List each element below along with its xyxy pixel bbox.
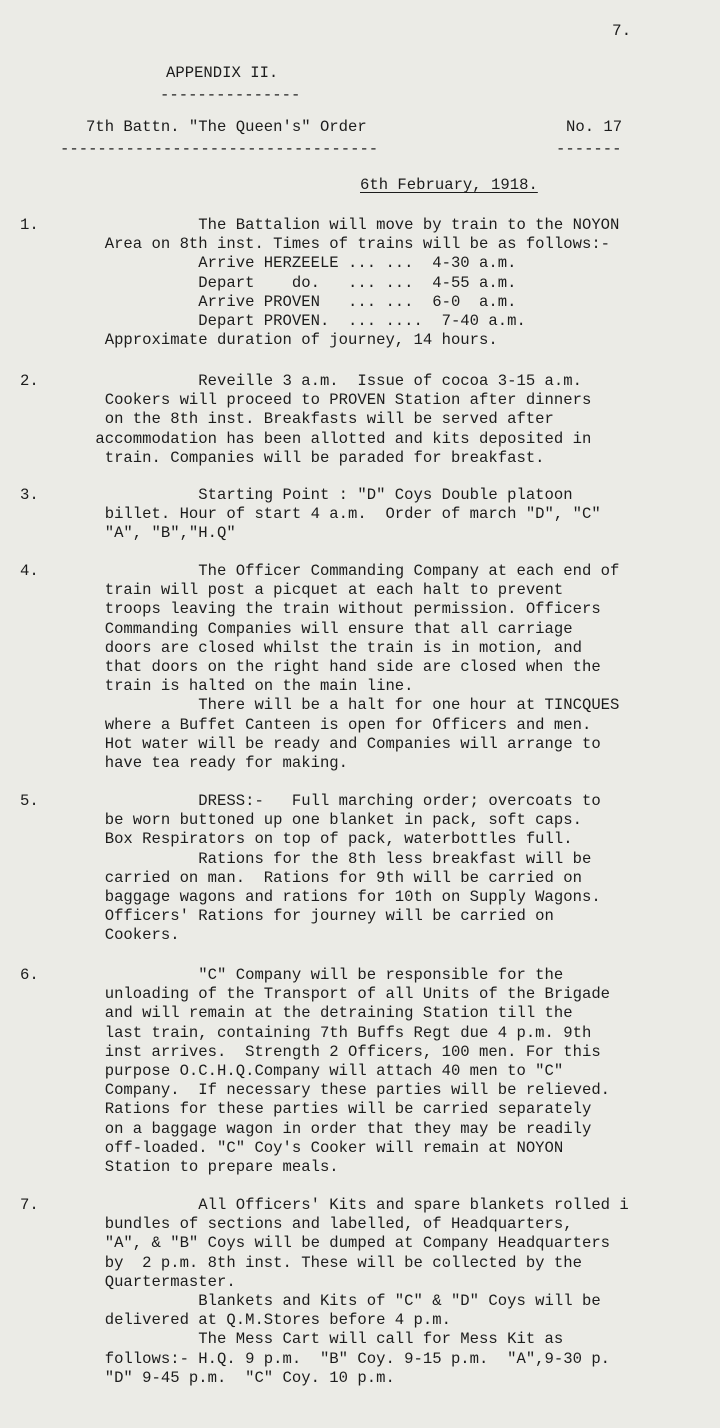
paragraph-line: Approximate duration of journey, 14 hours.: [86, 331, 498, 350]
paragraph-line: on the 8th inst. Breakfasts will be served after: [86, 410, 554, 429]
paragraph-number: 3.: [20, 486, 39, 504]
paragraph-line: where a Buffet Canteen is open for Officers and men.: [86, 715, 592, 734]
paragraph-line: Depart PROVEN. ... .... 7-40 a.m.: [86, 311, 526, 330]
paragraph-line: Area on 8th inst. Times of trains will be as follows:-: [86, 235, 611, 254]
paragraph-line: last train, containing 7th Buffs Regt due 4 p.m. 9th: [86, 1023, 592, 1042]
paragraph-line: Arrive PROVEN ... ... 6-0 a.m.: [86, 292, 517, 311]
paragraph-line: "C" Company will be responsible for the: [86, 966, 564, 984]
paragraph-line: All Officers' Kits and spare blankets rolled i: [86, 1196, 629, 1214]
order-number-underline: -------: [556, 140, 622, 158]
paragraph-line: Hot water will be ready and Companies will arrange to: [86, 734, 601, 753]
paragraph-line: Rations for these parties will be carried separately: [86, 1100, 592, 1119]
paragraph-line: billet. Hour of start 4 a.m. Order of march "D", "C": [86, 505, 601, 524]
paragraph-number: 5.: [20, 792, 39, 810]
paragraph-line: unloading of the Transport of all Units of the Brigade: [86, 985, 611, 1004]
paragraph-number: 1.: [20, 216, 39, 234]
paragraph-body: [86, 966, 610, 1177]
paragraph-line: and will remain at the detraining Station till the: [86, 1004, 573, 1023]
paragraph-line: Station to prepare meals.: [86, 1157, 339, 1176]
paragraph-line: Quartermaster.: [86, 1272, 236, 1291]
paragraph-body: [86, 486, 601, 544]
paragraph-line: train is halted on the main line.: [86, 677, 414, 696]
paragraph-line: have tea ready for making.: [86, 753, 349, 772]
paragraph-line: follows:- H.Q. 9 p.m. "B" Coy. 9-15 p.m. "A",9-30 p.: [86, 1349, 611, 1368]
paragraph-line: inst arrives. Strength 2 Officers, 100 men. For this: [86, 1042, 601, 1061]
paragraph-line: The Mess Cart will call for Mess Kit as: [86, 1330, 564, 1349]
paragraph-line: "A", & "B" Coys will be dumped at Company Headquarters: [86, 1234, 611, 1253]
paragraph-number: 2.: [20, 372, 39, 390]
paragraph-line: that doors on the right hand side are closed when the: [86, 657, 601, 676]
paragraph-line: purpose O.C.H.Q.Company will attach 40 men to "C": [86, 1061, 564, 1080]
paragraph-number: 7.: [20, 1196, 39, 1214]
paragraph-line: Starting Point : "D" Coys Double platoon: [86, 486, 573, 504]
paragraph-line: Rations for the 8th less breakfast will be: [86, 849, 592, 868]
paragraph-line: Box Respirators on top of pack, waterbottles full.: [86, 830, 573, 849]
paragraph-line: Reveille 3 a.m. Issue of cocoa 3-15 a.m.: [86, 372, 582, 390]
paragraph-line: The Officer Commanding Company at each end of: [86, 562, 620, 580]
paragraph-line: "A", "B","H.Q": [86, 524, 236, 543]
paragraph-number: 6.: [20, 966, 39, 984]
paragraph-line: by 2 p.m. 8th inst. These will be collected by the: [86, 1253, 582, 1272]
paragraph-line: Officers' Rations for journey will be carried on: [86, 907, 554, 926]
order-date-text: 6th February, 1918.: [360, 176, 538, 194]
appendix-underline: ---------------: [160, 86, 301, 104]
paragraph-line: delivered at Q.M.Stores before 4 p.m.: [86, 1311, 451, 1330]
paragraph-line: troops leaving the train without permission. Officers: [86, 600, 601, 619]
order-date: [360, 176, 538, 195]
paragraph-line: carried on man. Rations for 9th will be carried on: [86, 868, 582, 887]
paragraph-number: 4.: [20, 562, 39, 580]
paragraph-line: Depart do. ... ... 4-55 a.m.: [86, 273, 517, 292]
order-title: 7th Battn. "The Queen's" Order: [86, 118, 367, 136]
order-number: No. 17: [566, 118, 623, 136]
paragraph-line: train will post a picquet at each halt to prevent: [86, 581, 564, 600]
paragraph-line: Commanding Companies will ensure that all carriage: [86, 619, 573, 638]
paragraph-line: bundles of sections and labelled, of Headquarters,: [86, 1215, 573, 1234]
paragraph-line: accommodation has been allotted and kits deposited in: [86, 429, 592, 448]
paragraph-body: [86, 216, 619, 350]
paragraph-line: "D" 9-45 p.m. "C" Coy. 10 p.m.: [86, 1368, 395, 1387]
paragraph-body: [86, 792, 601, 946]
paragraph-line: The Battalion will move by train to the NOYON: [86, 216, 620, 234]
appendix-title: APPENDIX II.: [166, 64, 279, 82]
paragraph-line: Cookers will proceed to PROVEN Station after dinners: [86, 391, 592, 410]
page-number: 7.: [612, 22, 632, 40]
order-underline: ----------------------------------: [60, 140, 379, 158]
paragraph-line: on a baggage wagon in order that they may be readily: [86, 1119, 592, 1138]
paragraph-line: There will be a halt for one hour at TINCQUES: [86, 696, 620, 715]
paragraph-line: be worn buttoned up one blanket in pack, soft caps.: [86, 811, 582, 830]
paragraph-line: baggage wagons and rations for 10th on Supply Wagons.: [86, 887, 601, 906]
paragraph-line: DRESS:- Full marching order; overcoats to: [86, 792, 601, 810]
paragraph-body: [86, 562, 619, 773]
paragraph-body: [86, 1196, 629, 1388]
paragraph-line: Cookers.: [86, 926, 180, 945]
paragraph-line: train. Companies will be paraded for breakfast.: [86, 448, 545, 467]
paragraph-line: doors are closed whilst the train is in motion, and: [86, 638, 582, 657]
paragraph-line: Arrive HERZEELE ... ... 4-30 a.m.: [86, 254, 517, 273]
paragraph-line: Company. If necessary these parties will be relieved.: [86, 1081, 611, 1100]
paragraph-line: Blankets and Kits of "C" & "D" Coys will be: [86, 1291, 601, 1310]
paragraph-body: [86, 372, 591, 468]
paragraph-line: off-loaded. "C" Coy's Cooker will remain at NOYON: [86, 1138, 564, 1157]
